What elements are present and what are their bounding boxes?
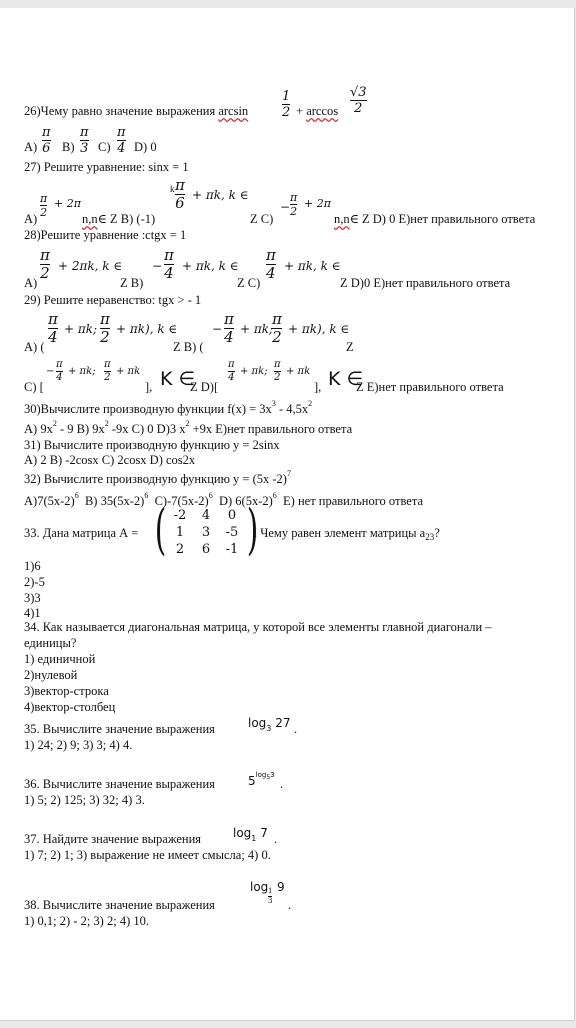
- q29-fd: + πk;: [240, 366, 268, 377]
- q29-fb2: + πk), k ∈: [288, 322, 350, 336]
- q29-fc: + πk;: [68, 366, 96, 377]
- q35-answers: 1) 24; 2) 9; 3) 3; 4) 4.: [24, 738, 133, 752]
- q26-ans-c: C): [98, 140, 111, 154]
- q36-dot: .: [280, 777, 284, 791]
- q27-zd: n,n∈ Z D) 0 E)нет правильного ответа: [334, 212, 536, 226]
- q29-c-minus: −: [46, 366, 55, 377]
- q33-question-tail: . Чему равен элемент матрицы $а_{23}$?: [254, 526, 440, 542]
- q28-frac-pi4b: π 4: [266, 246, 276, 282]
- matrix-cell: 4: [201, 508, 211, 523]
- q28-frac-pi2: π 2: [40, 246, 50, 282]
- q34-question-line2: единицы?: [24, 636, 77, 650]
- q29-d-close: ],: [314, 380, 322, 394]
- q38-answers: 1) 0,1; 2) - 2; 3) 2; 4) 10.: [24, 914, 149, 928]
- q29-k-in-2: K ∈: [328, 368, 364, 390]
- q29-frac-c1: π 4: [56, 359, 63, 383]
- q28-f3: + πk, k ∈: [284, 259, 341, 273]
- q27-f2: + πk, k ∈: [192, 188, 249, 202]
- q36-expression: $5^{log53}$: [248, 771, 275, 788]
- q27-frac-pi6: π 6: [175, 176, 185, 212]
- q29-fa2: + πk), k ∈: [116, 322, 178, 336]
- q35-question: 35. Вычислите значение выражения: [24, 722, 215, 736]
- q27-ans-a: A): [24, 212, 38, 226]
- q29-fb: + πk;: [240, 322, 274, 336]
- q37-answers: 1) 7; 2) 1; 3) выражение не имеет смысла; 4) 0.: [24, 848, 271, 862]
- q29-question: 29) Решите неравенство: tgx > - 1: [24, 293, 202, 307]
- q30-answers: A) $9x^2 - 9$ B) $9x^2$ -9x C) 0 D)3 $x^2 +9x$ E)нет правильного ответа: [24, 419, 353, 436]
- matrix-cell: -2: [173, 508, 187, 523]
- q26-question: 26)Чему равно значение выражения: [24, 104, 216, 118]
- matrix-cell: -5: [225, 525, 239, 540]
- q37-question: 37. Найдите значение выражения: [24, 832, 202, 846]
- q29-frac-a2: π 2: [100, 310, 110, 346]
- q29-zd: Z D)[: [190, 380, 219, 394]
- q27-question: 27) Решите уравнение: sinx = 1: [24, 160, 189, 174]
- q26-frac-pi3: π 3: [80, 125, 89, 156]
- q27-zc: Z C): [250, 212, 274, 226]
- q33-option: 2)-5: [24, 575, 45, 589]
- q33-option: 3)3: [24, 591, 41, 605]
- matrix-cell: 2: [175, 542, 185, 557]
- q35-dot: .: [294, 722, 298, 736]
- q27-k: k: [170, 184, 175, 194]
- q34-option: 3)вектор-строка: [24, 684, 109, 698]
- q34-option: 1) единичной: [24, 652, 96, 666]
- q28-frac-pi4: π 4: [164, 246, 174, 282]
- q29-minus: −: [212, 322, 223, 336]
- q31-answers: A) 2 B) -2cosx C) 2cosx D) cos2x: [24, 453, 196, 467]
- matrix-cell: 3: [201, 525, 211, 540]
- q36-answers: 1) 5; 2) 125; 3) 32; 4) 3.: [24, 793, 145, 807]
- q27-minus: −: [280, 200, 291, 214]
- q28-zc: Z C): [237, 276, 261, 290]
- matrix-cell: 6: [201, 542, 211, 557]
- matrix-cell: 1: [175, 525, 185, 540]
- q29-ans-c: C) [: [24, 380, 44, 394]
- q26-text: [24, 104, 248, 118]
- q29-frac-d1: π 4: [228, 359, 235, 383]
- q28-zb: Z B): [120, 276, 144, 290]
- matrix-right-paren: ): [246, 498, 259, 561]
- matrix-cell: 0: [227, 508, 237, 523]
- document-page: [0, 8, 575, 1021]
- q28-f1: + 2πk, k ∈: [58, 259, 123, 273]
- q26-frac-sqrt3: √3 2: [350, 85, 367, 116]
- q26-ans-d: D) 0: [134, 140, 157, 154]
- q33-option: 1)6: [24, 559, 41, 573]
- q26-frac-pi4: π 4: [117, 125, 126, 156]
- q28-f2: + πk, k ∈: [182, 259, 239, 273]
- q28-ans-a: A): [24, 276, 38, 290]
- q26-plus-arccos: + arccos: [296, 104, 339, 118]
- q29-ans-a: A) (: [24, 340, 45, 354]
- q34-option: 4)вектор-столбец: [24, 700, 116, 714]
- q26-arcsin: arcsin: [218, 104, 249, 118]
- q32-answers: $A)7(5x-2)^6$ B) $35(5x-2)^6$ $C)-7(5x-2)^6$ D) $6(5x-2)^6$ E) нет правильного ответа: [24, 491, 424, 508]
- q29-frac-b2: π 2: [272, 310, 282, 346]
- q28-question: 28)Решите уравнение :ctgx = 1: [24, 228, 187, 242]
- q33-matrix: [154, 498, 259, 561]
- q35-expression: $\log_3 27$: [248, 716, 291, 733]
- q34-option: 2)нулевой: [24, 668, 78, 682]
- matrix-left-paren: (: [154, 498, 167, 561]
- q27-frac-pi2b: π 2: [290, 191, 298, 218]
- q27-f3: + 2π: [304, 197, 331, 210]
- q29-z: Z: [346, 340, 354, 354]
- q38-question: 38. Вычислите значение выражения: [24, 898, 215, 912]
- q27-f1: + 2π: [54, 197, 81, 210]
- q29-fd2: + πk: [286, 366, 311, 377]
- q30-question: 30)Вычислите производную функции $f(x) = 3x^3 - 4,5x^2$: [24, 399, 313, 416]
- q29-c-close: ],: [145, 380, 153, 394]
- q27-frac-pi2: π 2: [40, 192, 48, 219]
- q26-frac-half: 1 2: [282, 89, 291, 120]
- q28-minus: −: [152, 259, 163, 273]
- q26-frac-pi6: π 6: [42, 125, 51, 156]
- q33-question: 33. Дана матрица А =: [24, 526, 139, 540]
- q38-arg: 9: [277, 880, 285, 894]
- q34-question-line1: 34. Как называется диагональная матрица, у которой все элементы главной диагонали –: [24, 620, 492, 634]
- q36-question: 36. Вычислите значение выражения: [24, 777, 215, 791]
- q29-frac-a1: π 4: [48, 310, 58, 346]
- q29-frac-d2: π 2: [274, 359, 281, 383]
- q29-ze: Z E)нет правильного ответа: [356, 380, 504, 394]
- q27-nn1: n,n∈ Z B) (-1): [82, 212, 156, 226]
- q29-k-in-1: K ∈: [160, 368, 196, 390]
- q38-expression: log: [250, 880, 269, 894]
- q29-zb: Z B) (: [173, 340, 204, 354]
- q29-fa: + πk;: [64, 322, 98, 336]
- q29-fc2: + πk: [116, 366, 141, 377]
- q37-dot: .: [274, 832, 278, 846]
- matrix-cell: -1: [225, 542, 239, 557]
- q31-question: 31) Вычислите производную функцию y = 2sinx: [24, 438, 280, 452]
- q28-zd: Z D)0 E)нет правильного ответа: [340, 276, 511, 290]
- q29-frac-b1: π 4: [224, 310, 234, 346]
- q37-expression: $\log_1 7$: [233, 826, 268, 843]
- q29-frac-c2: π 2: [104, 359, 111, 383]
- q26-ans-a: A): [24, 140, 38, 154]
- q32-question: 32) Вычислите производную функцию y = (5x -2)$^7$: [24, 469, 291, 486]
- q38-dot: .: [288, 898, 292, 912]
- q33-option: 4)1: [24, 606, 41, 620]
- q26-ans-b: B): [62, 140, 75, 154]
- q38-base-frac: 1 3: [268, 887, 273, 905]
